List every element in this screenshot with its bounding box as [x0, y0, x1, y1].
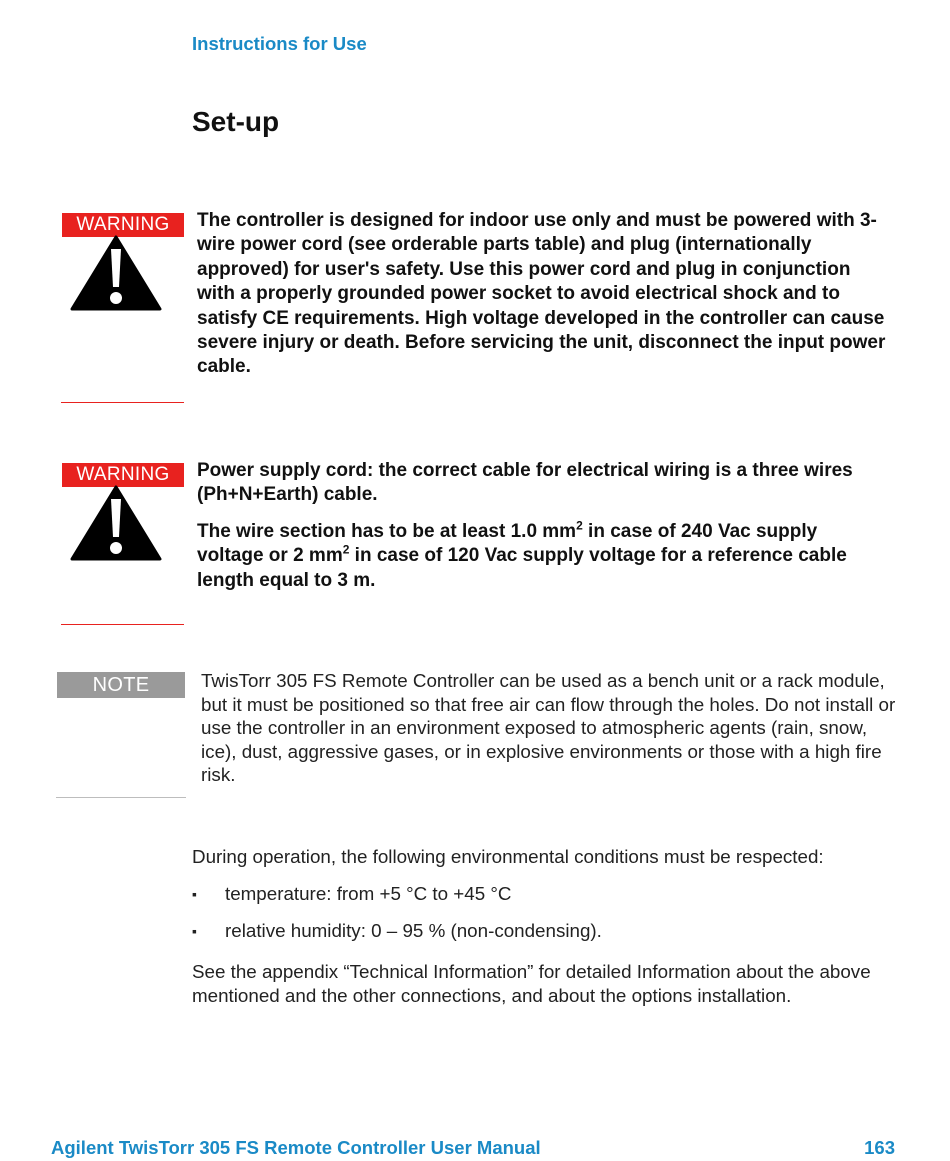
bullet-marker: ▪ — [192, 886, 197, 902]
divider — [61, 402, 184, 403]
footer-manual-title: Agilent TwisTorr 305 FS Remote Controller User Manual — [51, 1137, 541, 1158]
warning-text-power-cord — [197, 459, 887, 603]
section-header-link[interactable]: Instructions for Use — [192, 33, 367, 54]
warning-text-indoor-use — [197, 209, 887, 390]
warning-badge: WARNING — [62, 463, 184, 487]
list-item-text: relative humidity: 0 – 95 % (non-condensing). — [225, 920, 602, 941]
body-closing-paragraph: See the appendix “Technical Information” for detailed Information about the above mentioned and the other connections, and about the options installation. — [192, 961, 871, 1006]
warning-paragraph-wire-section: The wire section has to be at least 1.0 $mm^2$ in case of 240 Vac supply voltage or 2 $mm^2$ in case of 120 Vac supply voltage for a reference cable length equal to 3 m. — [197, 518, 847, 591]
warning-paragraph: The controller is designed for indoor use only and must be powered with 3-wire power cord (see orderable parts table) and plug (internationally approved) for user's safety. Use this power cord and plug in conjunction with a properly grounded power socket to avoid electrical shock and to satisfy CE requirements. High voltage developed in the controller can cause severe injury or death. Before servicing the unit, disconnect the input power cable. — [197, 210, 886, 378]
note-text: TwisTorr 305 FS Remote Controller can be used as a bench unit or a rack module, but it must be positioned so that free air can flow through the holes. Do not install or use the controller in an environment exposed to atmospheric agents (rain, snow, ice), dust, aggressive gases, or in explosive environments or those with a high fire risk. — [201, 670, 896, 786]
note-badge: NOTE — [57, 672, 185, 698]
footer-page-number: 163 — [864, 1137, 895, 1158]
divider — [56, 797, 186, 798]
hazard-warning-icon — [70, 485, 162, 561]
bullet-marker: ▪ — [192, 923, 197, 939]
body-intro-paragraph: During operation, the following environmental conditions must be respected: — [192, 846, 824, 867]
page-title: Set-up — [192, 106, 280, 137]
divider — [61, 624, 184, 625]
warning-paragraph: Power supply cord: the correct cable for electrical wiring is a three wires (Ph+N+Earth) cable. — [197, 460, 853, 506]
list-item-text: temperature: from +5 °C to +45 °C — [225, 883, 512, 904]
warning-badge: WARNING — [62, 213, 184, 237]
hazard-warning-icon — [70, 235, 162, 311]
